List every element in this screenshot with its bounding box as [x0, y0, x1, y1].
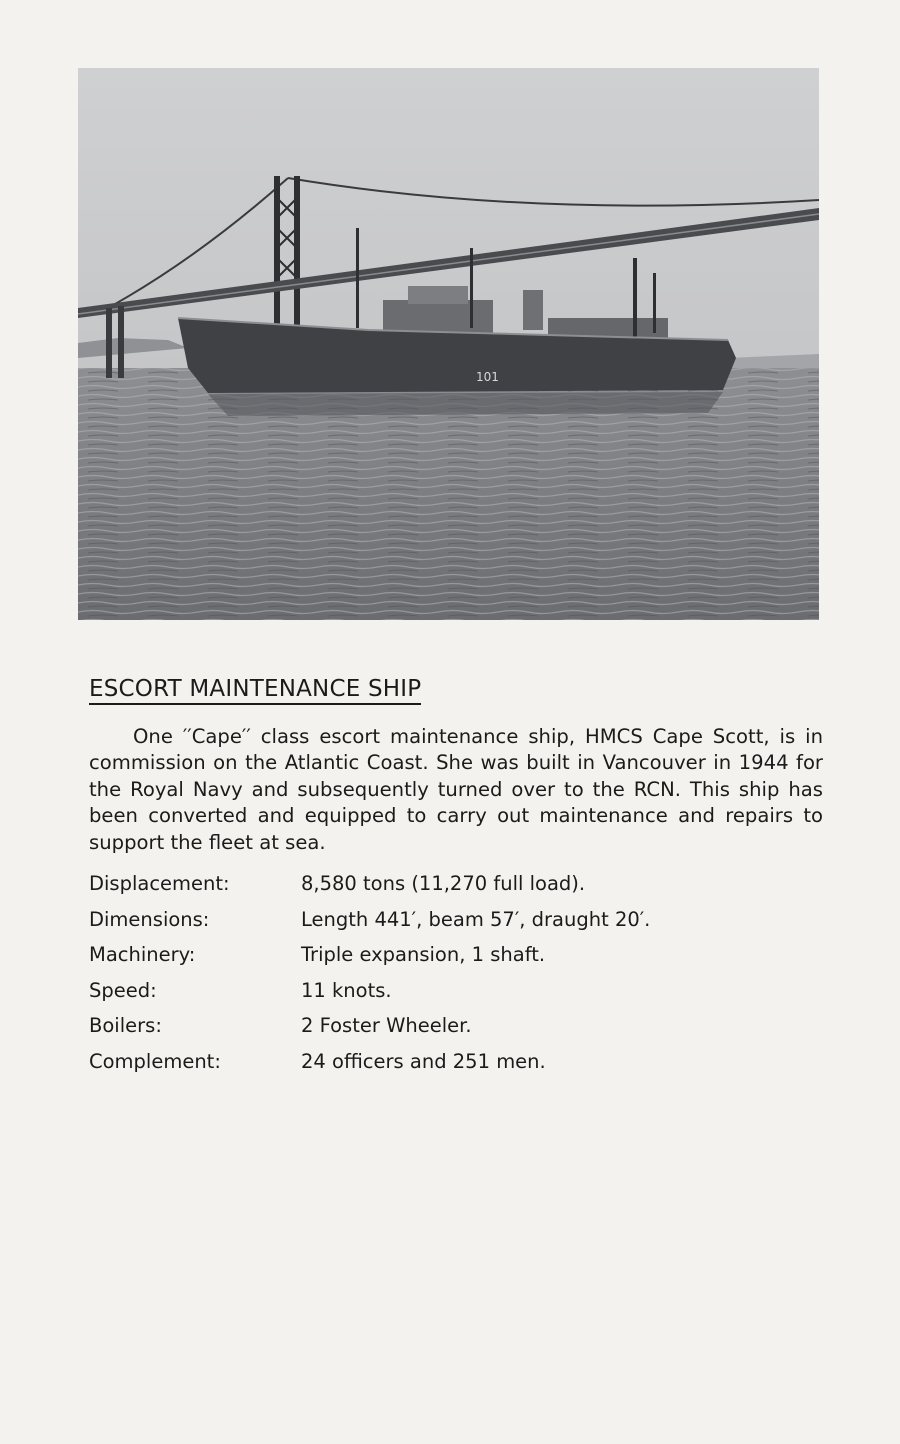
spec-row-displacement — [89, 872, 829, 908]
spec-row-speed — [89, 979, 829, 1015]
spec-row-complement — [89, 1050, 829, 1086]
spec-row-boilers — [89, 1014, 829, 1050]
spec-row-dimensions — [89, 908, 829, 944]
description-paragraph: One ′′Cape′′ class escort maintenance ship, HMCS Cape Scott, is in commission on the Atlantic Coast. She was built in Vancouver in 1944 for the Royal Navy and subsequently turned over to the RCN. This ship has been converted and equipped to carry out maintenance and repairs to support the fleet at sea. — [89, 725, 823, 854]
spec-value: Length 441′, beam 57′, draught 20′. — [301, 907, 651, 931]
spec-value: 8,580 tons (11,270 full load). — [301, 872, 586, 895]
spec-label: Boilers: — [89, 1014, 162, 1037]
hull-number: 101 — [476, 370, 499, 384]
spec-value: 11 knots. — [301, 978, 392, 1002]
spec-label: Displacement: — [89, 872, 230, 895]
spec-label: Speed: — [89, 978, 157, 1002]
spec-label: Dimensions: — [89, 907, 210, 931]
ship-photograph — [78, 68, 819, 620]
spec-value: 24 officers and 251 men. — [301, 1049, 546, 1073]
spec-value: 2 Foster Wheeler. — [301, 1014, 472, 1037]
section-heading: ESCORT MAINTENANCE SHIP — [89, 676, 421, 705]
spec-value: Triple expansion, 1 shaft. — [301, 943, 546, 966]
spec-label: Machinery: — [89, 943, 196, 966]
specifications-list — [89, 872, 829, 1085]
ship-under-bridge-image — [78, 68, 819, 620]
spec-row-machinery — [89, 943, 829, 979]
spec-label: Complement: — [89, 1049, 221, 1073]
